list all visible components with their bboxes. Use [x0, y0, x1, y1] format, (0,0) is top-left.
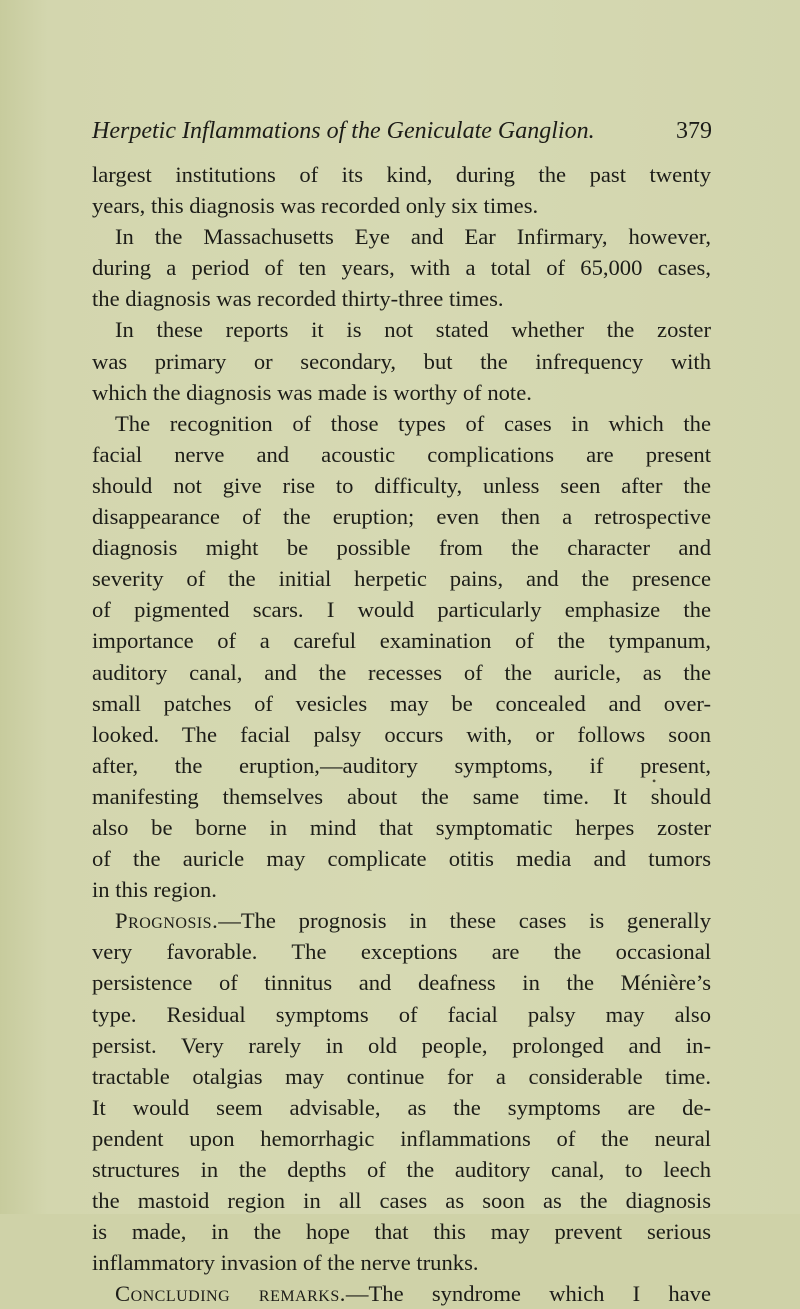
- text-line: persistence of tinnitus and deafness in the Ménière’s: [92, 970, 711, 996]
- running-header: [92, 118, 712, 145]
- text-line: diagnosis might be possible from the character and: [92, 535, 711, 561]
- text-line: of pigmented scars. I would particularly emphasize the: [92, 597, 711, 623]
- text-line: was primary or secondary, but the infrequency with: [92, 348, 711, 374]
- text-line: years, this diagnosis was recorded only six times.: [92, 193, 539, 219]
- text-line: It would seem advisable, as the symptoms are de-: [92, 1094, 711, 1120]
- text-line: facial nerve and acoustic complications are present: [92, 441, 711, 467]
- text-line: disappearance of the eruption; even then a retrospective: [92, 504, 711, 530]
- text-line: the mastoid region in all cases as soon as the diagnosis: [92, 1188, 711, 1214]
- text-line-rest: —The syndrome which I have: [345, 1281, 712, 1307]
- text-line: very favorable. The exceptions are the occasional: [92, 939, 711, 965]
- text-line: In the Massachusetts Eye and Ear Infirmary, however,: [115, 224, 711, 250]
- text-line-rest: —The prognosis in these cases is generally: [218, 908, 711, 934]
- text-line: in this region.: [92, 877, 217, 903]
- text-line: In these reports it is not stated whether the zoster: [115, 317, 711, 343]
- text-line: structures in the depths of the auditory canal, to leech: [92, 1157, 711, 1182]
- text-line: which the diagnosis was made is worthy of note.: [92, 379, 532, 405]
- text-line: tractable otalgias may continue for a considerable time.: [92, 1063, 711, 1089]
- text-line: persist. Very rarely in old people, prolonged and in-: [92, 1032, 711, 1058]
- text-line: after, the eruption,—auditory symptoms, if present,: [92, 752, 711, 778]
- text-line: largest institutions of its kind, during the past twenty: [92, 162, 711, 187]
- text-line: type. Residual symptoms of facial palsy may also: [92, 1001, 711, 1027]
- text-line: pendent upon hemorrhagic inflammations of the neural: [92, 1125, 711, 1151]
- text-line: importance of a careful examination of the tympanum,: [92, 628, 711, 654]
- text-line: [92, 1278, 711, 1309]
- text-line: inflammatory invasion of the nerve trunks.: [92, 1250, 479, 1276]
- text-line: of the auricle may complicate otitis media and tumors: [92, 846, 711, 872]
- prognosis-heading: Prognosis.: [115, 908, 219, 934]
- running-title: Herpetic Inflammations of the Geniculate Ganglion.: [92, 118, 595, 144]
- text-line: should not give rise to difficulty, unless seen after the: [92, 472, 711, 498]
- body-text: [92, 159, 711, 1309]
- text-line: looked. The facial palsy occurs with, or follows soon: [92, 721, 711, 747]
- text-line: auditory canal, and the recesses of the auricle, as the: [92, 659, 711, 685]
- stray-ink-mark: •: [652, 774, 657, 788]
- text-line: the diagnosis was recorded thirty-three times.: [92, 286, 504, 312]
- text-line: [92, 905, 711, 936]
- text-line: also be borne in mind that symptomatic herpes zoster: [92, 814, 711, 840]
- text-line: is made, in the hope that this may prevent serious: [92, 1219, 711, 1245]
- text-line: The recognition of those types of cases in which the: [115, 410, 711, 436]
- text-line: manifesting themselves about the same time. It should: [92, 783, 711, 809]
- text-line: small patches of vesicles may be concealed and over-: [92, 690, 711, 716]
- concluding-heading: Concluding remarks.: [115, 1281, 346, 1307]
- text-line: severity of the initial herpetic pains, and the presence: [92, 566, 711, 592]
- page-number: 379: [676, 118, 712, 144]
- text-line: during a period of ten years, with a total of 65,000 cases,: [92, 255, 711, 281]
